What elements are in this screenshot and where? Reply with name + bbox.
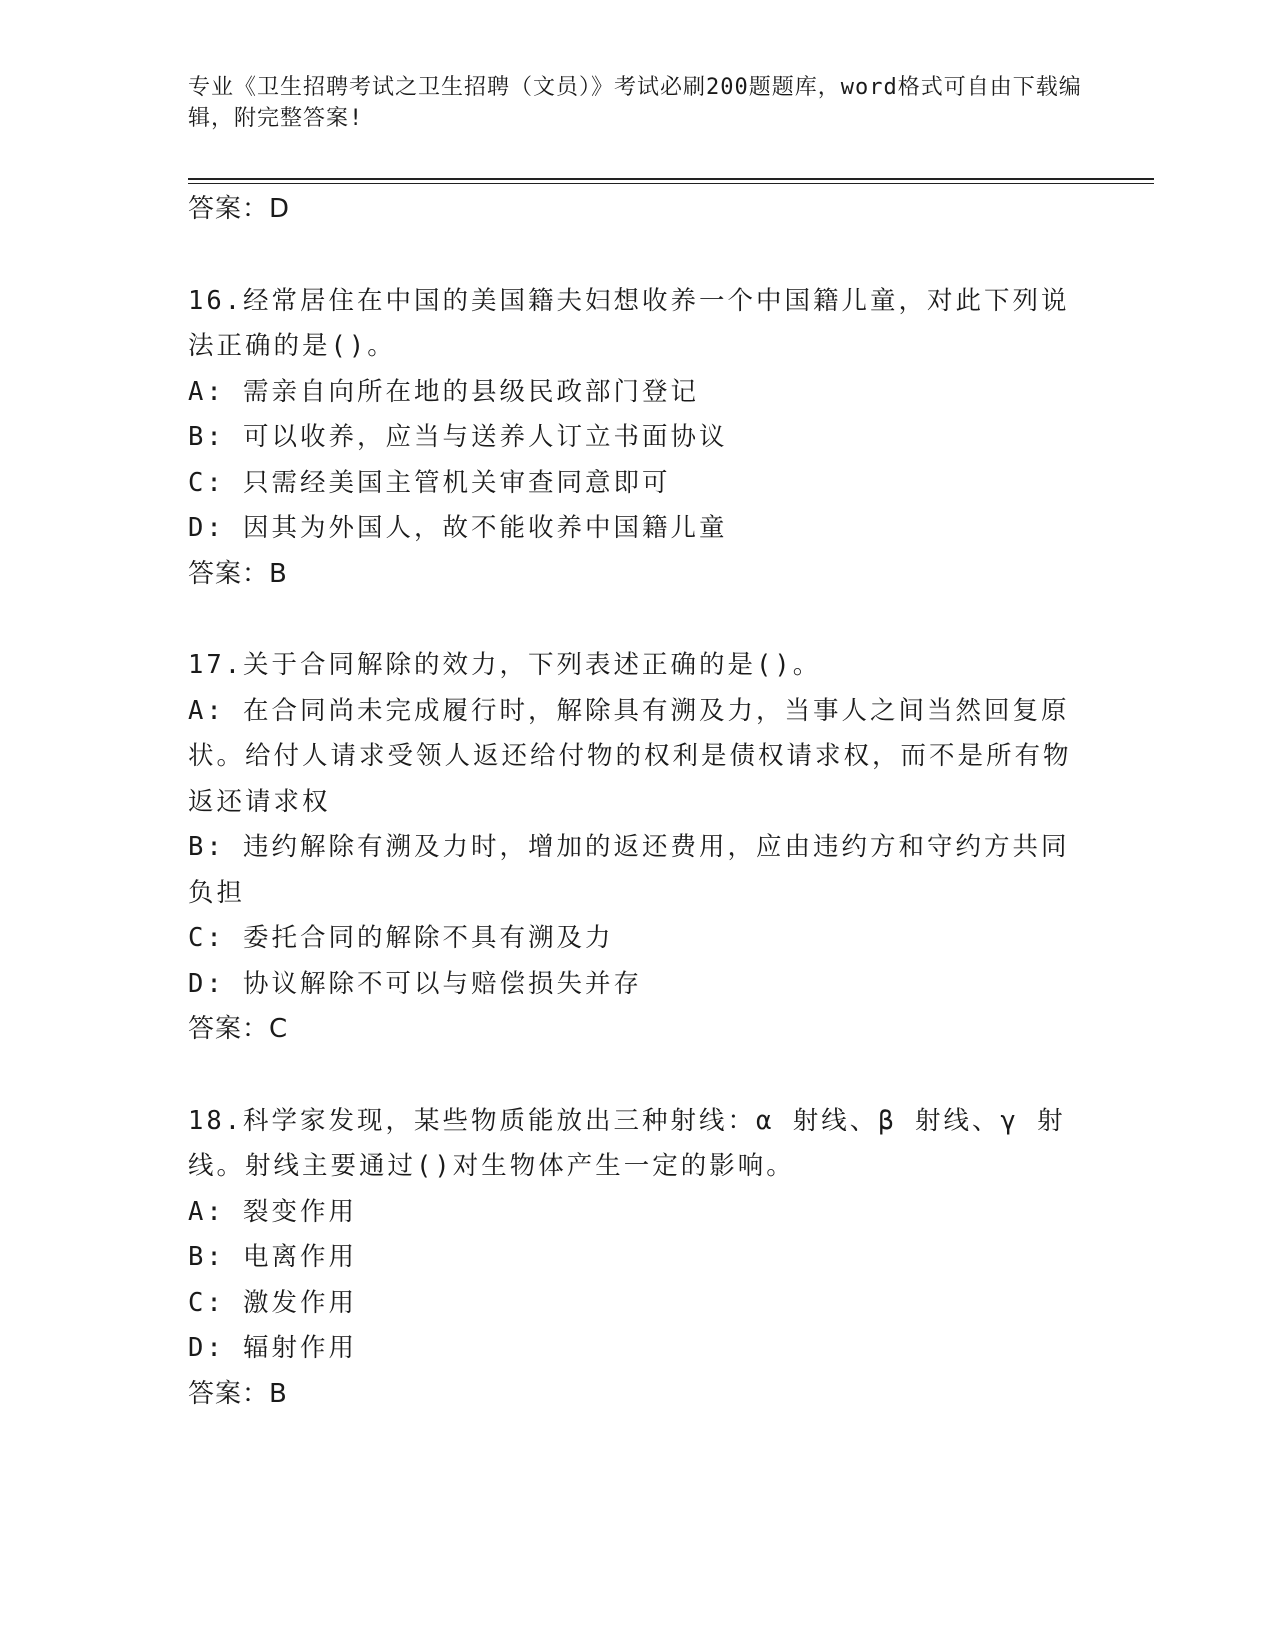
option-b: B: 电离作用 bbox=[188, 1242, 358, 1272]
option-a: A: 需亲自向所在地的县级民政部门登记 bbox=[188, 376, 700, 407]
option-d: D: 因其为外国人，故不能收养中国籍儿童 bbox=[188, 513, 728, 543]
header-divider-thick bbox=[188, 178, 1154, 180]
answer: 答案：C bbox=[188, 1014, 289, 1044]
option-d: D: 辐射作用 bbox=[188, 1333, 358, 1363]
option-c: C: 只需经美国主管机关审查同意即可 bbox=[188, 467, 671, 498]
option-d: D: 协议解除不可以与赔偿损失并存 bbox=[188, 968, 643, 999]
option-c: C: 委托合同的解除不具有溯及力 bbox=[188, 923, 614, 953]
spacer bbox=[188, 1053, 1088, 1099]
question-stem: 16.经常居住在中国的美国籍夫妇想收养一个中国籍儿童，对此下列说法正确的是()。 bbox=[188, 285, 1070, 361]
page-header: 专业《卫生招聘考试之卫生招聘（文员）》考试必刷200题题库，word格式可自由下载编辑，附完整答案! bbox=[188, 75, 1082, 131]
option-a: A: 在合同尚未完成履行时，解除具有溯及力，当事人之间当然回复原状。给付人请求受领人返还给付物的权利是债权请求权，而不是所有物返还请求权 bbox=[188, 695, 1072, 817]
option-b: B: 违约解除有溯及力时，增加的返还费用，应由违约方和守约方共同负担 bbox=[188, 832, 1070, 908]
answer: 答案：B bbox=[188, 1378, 288, 1409]
option-a: A: 裂变作用 bbox=[188, 1196, 358, 1227]
question-stem: 17.关于合同解除的效力，下列表述正确的是()。 bbox=[188, 650, 822, 680]
option-b: B: 可以收养，应当与送养人订立书面协议 bbox=[188, 422, 728, 452]
question-16 bbox=[188, 279, 1088, 598]
answer: 答案：B bbox=[188, 558, 288, 589]
question-stem: 18.科学家发现，某些物质能放出三种射线：α 射线、β 射线、γ 射线。射线主要通过()对生物体产生一定的影响。 bbox=[188, 1105, 1066, 1181]
spacer bbox=[188, 233, 1088, 279]
spacer bbox=[188, 597, 1088, 643]
question-list bbox=[188, 187, 1088, 1417]
option-c: C: 激发作用 bbox=[188, 1287, 358, 1318]
question-17 bbox=[188, 643, 1088, 1053]
question-18 bbox=[188, 1099, 1088, 1418]
header-divider-thin bbox=[188, 183, 1154, 184]
previous-answer: 答案：D bbox=[188, 194, 291, 224]
